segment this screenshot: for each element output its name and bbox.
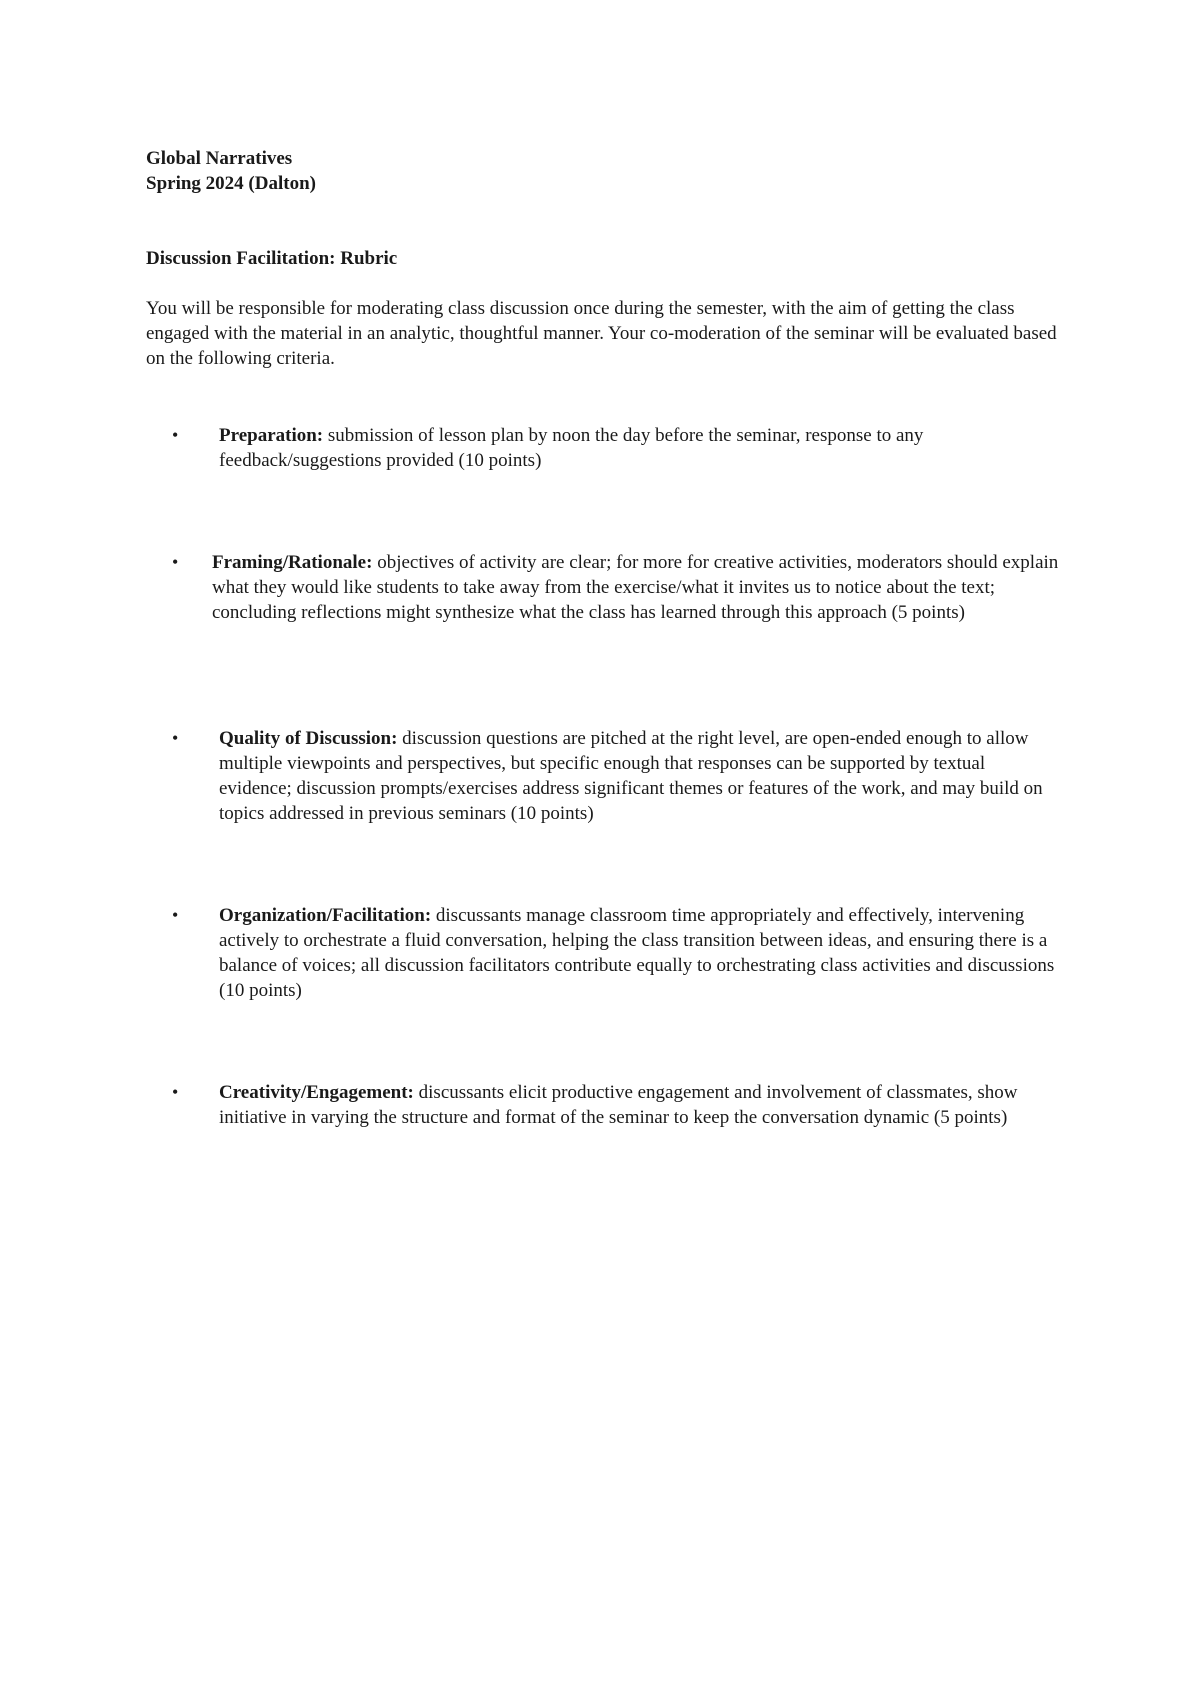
bullet-icon: •: [172, 425, 179, 445]
criterion-name: Framing/Rationale:: [212, 552, 373, 573]
criterion-description: discussants manage classroom time appropriately and effectively, intervening actively to orchestrate a fluid conversation, helping the class transition between ideas, and ensuring there is a balance of voices; all discussion facilitators contribute equally to orchestrating class activities and discussions (10 points): [219, 905, 1055, 1001]
criterion-name: Organization/Facilitation:: [219, 905, 432, 926]
criterion-name: Creativity/Engagement:: [219, 1082, 414, 1103]
criterion-text: [219, 423, 1049, 473]
criterion-text: [219, 726, 1059, 826]
criterion-description: discussants elicit productive engagement and involvement of classmates, show initiative in varying the structure and format of the seminar to keep the conversation dynamic (5 points): [219, 1082, 1018, 1128]
intro-paragraph: You will be responsible for moderating class discussion once during the semester, with the aim of getting the class engaged with the material in an analytic, thoughtful manner. Your co-moderation of the seminar will be evaluated based on the following criteria.: [146, 298, 1057, 369]
course-term: Spring 2024 (Dalton): [146, 173, 316, 194]
bullet-icon: •: [172, 905, 179, 925]
bullet-icon: •: [172, 552, 179, 572]
course-title: Global Narratives: [146, 148, 293, 169]
rubric-title: Discussion Facilitation: Rubric: [146, 248, 398, 269]
bullet-icon: •: [172, 1082, 179, 1102]
bullet-icon: •: [172, 728, 179, 748]
criterion-description: objectives of activity are clear; for more for creative activities, moderators should explain what they would like students to take away from the exercise/what it invites us to notice about the text; concluding reflections might synthesize what the class has learned through this approach (5 points): [212, 552, 1059, 623]
criterion-text: [219, 1080, 1019, 1130]
criterion-text: [219, 903, 1069, 1003]
criterion-description: discussion questions are pitched at the right level, are open-ended enough to allow multiple viewpoints and perspectives, but specific enough that responses can be supported by textual evidence; discussion prompts/exercises address significant themes or features of the work, and may build on topics addressed in previous seminars (10 points): [219, 728, 1043, 824]
criterion-description: submission of lesson plan by noon the day before the seminar, response to any feedback/suggestions provided (10 points): [219, 425, 924, 471]
criterion-name: Quality of Discussion:: [219, 728, 398, 749]
document-header: [146, 146, 1046, 196]
criterion-text: [212, 550, 1064, 625]
criterion-name: Preparation:: [219, 425, 324, 446]
